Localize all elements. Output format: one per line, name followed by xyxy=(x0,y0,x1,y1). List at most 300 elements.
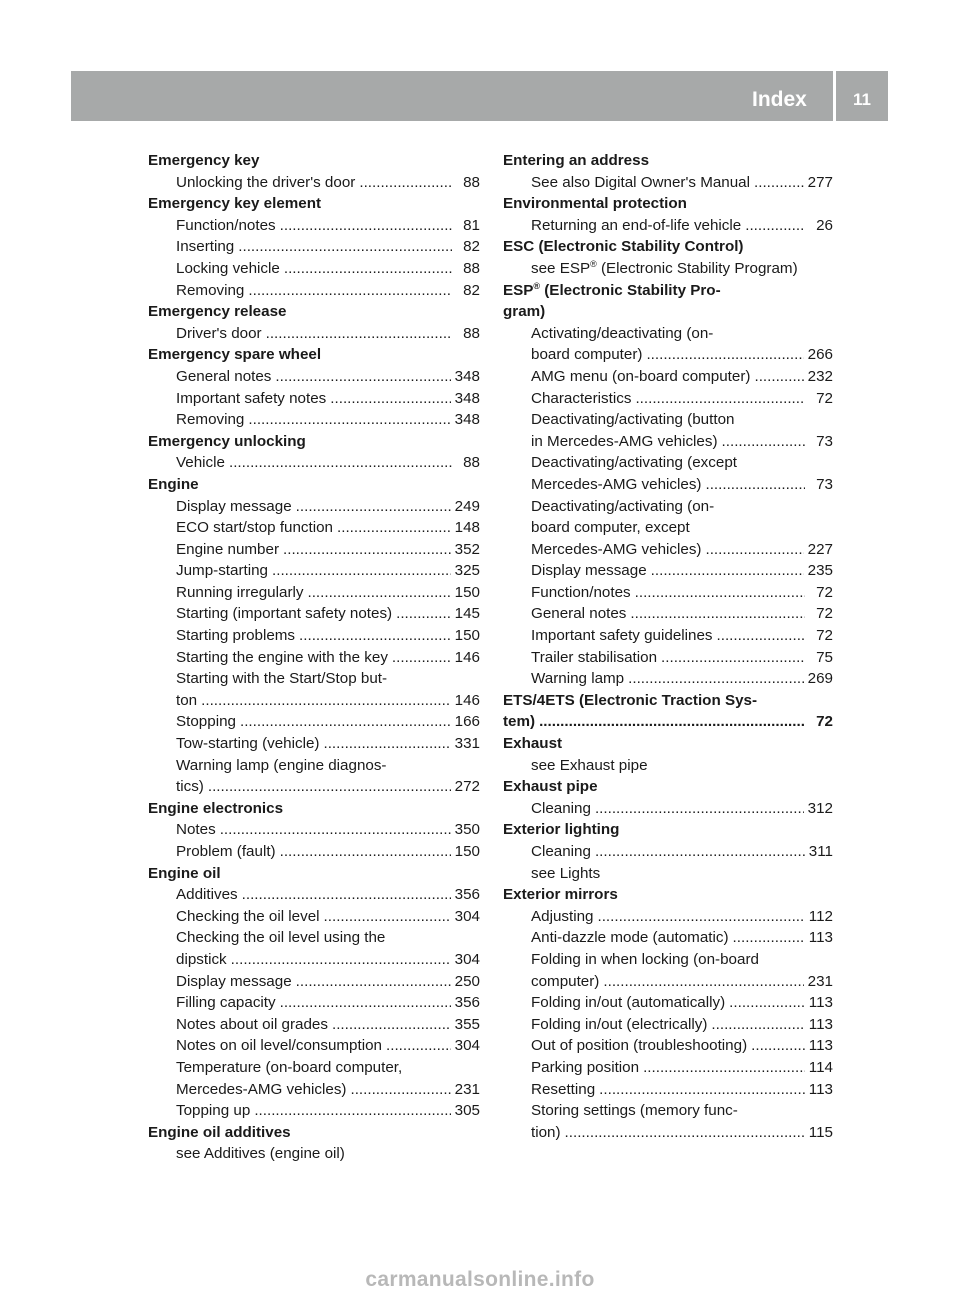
index-page-number: 115 xyxy=(808,1123,833,1141)
index-entry xyxy=(503,539,833,561)
index-heading xyxy=(503,690,833,712)
index-page-number: 72 xyxy=(816,389,833,407)
index-entry-label: Engine xyxy=(148,475,199,493)
index-subentry xyxy=(148,755,480,777)
dot-leader xyxy=(280,992,451,1014)
index-subentry xyxy=(503,517,833,539)
dot-leader xyxy=(337,517,451,539)
index-entry xyxy=(148,236,480,258)
index-entry-label: Cleaning xyxy=(531,799,591,817)
dot-leader xyxy=(323,733,450,755)
index-entry-label: Removing xyxy=(176,411,245,429)
dot-leader xyxy=(603,971,803,993)
index-entry-label: Activating/deactivating (on- xyxy=(531,324,714,342)
index-entry-label: Trailer stabilisation xyxy=(531,648,658,666)
index-entry-label: Notes xyxy=(176,821,216,839)
index-heading xyxy=(503,884,833,906)
index-page-number: 352 xyxy=(454,540,480,558)
index-page-number: 88 xyxy=(463,259,480,277)
index-column-right xyxy=(503,150,833,1143)
index-entry-label: Engine number xyxy=(176,540,280,558)
index-page-number: 146 xyxy=(454,648,480,666)
index-entry-label: Emergency key element xyxy=(148,195,322,213)
index-entry xyxy=(148,819,480,841)
index-entry-label: board computer) xyxy=(531,346,643,364)
index-entry-label: Folding in/out (electrically) xyxy=(531,1015,708,1033)
index-entry-label: Returning an end-of-life vehicle xyxy=(531,216,742,234)
index-entry-label: Cleaning xyxy=(531,843,591,860)
index-page-number: 88 xyxy=(463,454,480,472)
index-page-number: 113 xyxy=(808,1080,833,1098)
dot-leader xyxy=(208,776,451,798)
index-entry-label: Additives xyxy=(176,886,238,904)
dot-leader xyxy=(754,172,804,194)
index-entry xyxy=(148,172,480,194)
index-page-number: 277 xyxy=(807,173,833,191)
dot-leader xyxy=(284,258,452,280)
dot-leader xyxy=(705,474,805,496)
dot-leader xyxy=(711,1014,804,1036)
index-page-number: 235 xyxy=(807,562,833,580)
index-page-number: 82 xyxy=(463,281,480,299)
index-page-number: 350 xyxy=(454,821,480,839)
dot-leader xyxy=(248,409,450,431)
index-page-number: 348 xyxy=(454,367,480,385)
index-entry xyxy=(148,1035,480,1057)
index-page-number: 331 xyxy=(454,735,480,753)
index-entry xyxy=(503,603,833,625)
index-entry xyxy=(148,1079,480,1101)
dot-leader xyxy=(283,539,451,561)
dot-leader xyxy=(717,625,805,647)
index-entry-label: AMG menu (on-board computer) xyxy=(531,367,751,385)
dot-leader xyxy=(643,1057,805,1079)
dot-leader xyxy=(751,1035,805,1057)
index-entry-label: Warning lamp xyxy=(531,670,625,688)
dot-leader xyxy=(307,582,450,604)
index-heading xyxy=(148,431,480,453)
index-heading xyxy=(503,193,833,215)
index-entry-label: Notes about oil grades xyxy=(176,1015,328,1033)
index-entry xyxy=(503,1079,833,1101)
index-entry-label: Tow-starting (vehicle) xyxy=(176,735,320,753)
index-heading xyxy=(148,193,480,215)
index-entry-label: Exhaust xyxy=(503,735,563,753)
index-entry xyxy=(148,323,480,345)
index-entry xyxy=(148,625,480,647)
index-heading xyxy=(503,733,833,755)
index-entry-label: Important safety guidelines xyxy=(531,627,713,645)
dot-leader xyxy=(651,560,804,582)
index-entry-label: Environmental protection xyxy=(503,195,687,213)
index-entry-label: tics) xyxy=(176,778,204,796)
index-entry xyxy=(503,625,833,647)
index-entry-label: See also Digital Owner's Manual xyxy=(531,173,751,191)
index-entry xyxy=(503,647,833,669)
index-entry xyxy=(148,971,480,993)
dot-leader xyxy=(296,496,451,518)
dot-leader xyxy=(635,388,805,410)
dot-leader xyxy=(396,603,451,625)
index-entry-label: Starting (important safety notes) xyxy=(176,605,393,623)
index-entry-label: Entering an address xyxy=(503,152,650,169)
index-page-number: 325 xyxy=(454,562,480,580)
dot-leader xyxy=(229,452,452,474)
index-entry-label: Adjusting xyxy=(531,907,594,925)
dot-leader xyxy=(630,603,805,625)
index-entry xyxy=(148,992,480,1014)
index-entry-label: see Exhaust pipe xyxy=(531,756,648,774)
index-entry-label: Vehicle xyxy=(176,454,225,472)
index-page-number: 231 xyxy=(807,972,833,990)
index-entry xyxy=(503,798,833,820)
index-entry xyxy=(148,258,480,280)
index-entry xyxy=(148,409,480,431)
index-page-number: 114 xyxy=(808,1058,833,1076)
index-entry xyxy=(148,949,480,971)
index-page-number: 355 xyxy=(454,1015,480,1033)
index-page-number: 304 xyxy=(454,950,480,968)
index-heading xyxy=(503,776,833,798)
dot-leader xyxy=(248,280,452,302)
dot-leader xyxy=(595,798,804,820)
index-entry-label: Folding in when locking (on-board xyxy=(531,950,759,968)
index-page-number: 82 xyxy=(463,238,480,256)
index-entry-label: see Additives (engine oil) xyxy=(176,1145,345,1163)
header-divider xyxy=(833,71,836,121)
index-entry-label: General notes xyxy=(176,367,272,385)
index-entry-label: Out of position (troubleshooting) xyxy=(531,1037,748,1055)
index-entry-label: gram) xyxy=(503,303,546,321)
index-subentry xyxy=(503,452,833,474)
index-entry-label: Engine electronics xyxy=(148,799,284,817)
index-entry-label: Mercedes-AMG vehicles) xyxy=(176,1080,347,1098)
dot-leader xyxy=(359,172,452,194)
index-entry-label: Filling capacity xyxy=(176,994,276,1012)
index-entry-label: Function/notes xyxy=(531,583,631,601)
index-entry-label: see Lights xyxy=(531,864,601,882)
index-entry-label: Exterior mirrors xyxy=(503,886,618,904)
index-entry xyxy=(148,560,480,582)
index-entry-label: Engine oil xyxy=(148,864,221,882)
dot-leader xyxy=(646,344,803,366)
index-entry-label: ESP® (Electronic Stability Pro- xyxy=(503,280,721,299)
dot-leader xyxy=(599,1079,805,1101)
index-entry-label: Characteristics xyxy=(531,389,632,407)
dot-leader xyxy=(254,1100,450,1122)
index-page-number: 73 xyxy=(816,432,833,450)
dot-leader xyxy=(242,884,451,906)
section-title: Index xyxy=(752,88,807,111)
index-entry xyxy=(503,841,833,863)
index-entry xyxy=(503,474,833,496)
index-entry xyxy=(503,971,833,993)
index-page-number: 249 xyxy=(454,497,480,515)
index-entry xyxy=(503,215,833,237)
index-entry-label: Exhaust pipe xyxy=(503,778,598,796)
index-page-number: 356 xyxy=(454,886,480,904)
index-page-number: 166 xyxy=(454,713,480,731)
index-entry-label: in Mercedes-AMG vehicles) xyxy=(531,432,718,450)
index-entry-label: Function/notes xyxy=(176,216,276,234)
index-entry-label: Jump-starting xyxy=(176,562,269,580)
index-entry-label: Notes on oil level/consumption xyxy=(176,1037,382,1055)
index-page-number: 113 xyxy=(808,1015,833,1033)
index-page-number: 72 xyxy=(816,583,833,601)
index-entry-label: Emergency unlocking xyxy=(148,432,306,450)
dot-leader xyxy=(595,841,805,863)
dot-leader xyxy=(231,949,451,971)
dot-leader xyxy=(280,215,452,237)
index-page-number: 72 xyxy=(816,627,833,645)
index-page-number: 304 xyxy=(454,907,480,925)
index-entry xyxy=(503,1057,833,1079)
index-page-number: 72 xyxy=(816,713,833,731)
dot-leader xyxy=(299,625,451,647)
index-entry xyxy=(503,388,833,410)
dot-leader xyxy=(280,841,451,863)
index-entry-label: Display message xyxy=(176,497,292,515)
dot-leader xyxy=(392,647,451,669)
index-page-number: 146 xyxy=(454,691,480,709)
index-subentry xyxy=(148,1143,480,1165)
index-entry-label: Engine oil additives xyxy=(148,1123,291,1141)
index-entry-label: ETS/4ETS (Electronic Traction Sys- xyxy=(503,691,758,709)
index-page-number: 305 xyxy=(454,1102,480,1120)
dot-leader xyxy=(240,711,451,733)
index-entry-label: Deactivating/activating (button xyxy=(531,411,735,429)
index-entry-label: ESC (Electronic Stability Control) xyxy=(503,238,744,256)
index-entry-label: Checking the oil level using the xyxy=(176,929,386,947)
index-entry-label: Deactivating/activating (except xyxy=(531,454,737,472)
index-entry-label: Problem (fault) xyxy=(176,843,276,860)
index-entry-label: Deactivating/activating (on- xyxy=(531,497,715,515)
index-entry-label: tion) xyxy=(531,1123,561,1141)
dot-leader xyxy=(597,906,804,928)
index-entry-label: General notes xyxy=(531,605,627,623)
index-entry xyxy=(503,992,833,1014)
dot-leader xyxy=(661,647,805,669)
index-entry-label: Removing xyxy=(176,281,245,299)
index-page-number: 113 xyxy=(808,994,833,1012)
index-entry-label: Mercedes-AMG vehicles) xyxy=(531,475,702,493)
index-entry xyxy=(148,603,480,625)
index-entry-label: Stopping xyxy=(176,713,236,731)
index-subentry xyxy=(503,755,833,777)
index-entry-label: Locking vehicle xyxy=(176,259,280,277)
dot-leader xyxy=(386,1035,451,1057)
index-entry xyxy=(503,1122,833,1144)
index-page-number: 250 xyxy=(454,972,480,990)
index-entry-label: Emergency key xyxy=(148,152,260,169)
index-page-number: 232 xyxy=(807,367,833,385)
index-page-number: 88 xyxy=(463,173,480,191)
index-entry xyxy=(148,841,480,863)
index-heading xyxy=(148,474,480,496)
index-entry xyxy=(503,1035,833,1057)
dot-leader xyxy=(332,1014,451,1036)
index-subentry xyxy=(503,258,833,280)
index-page-number: 72 xyxy=(816,605,833,623)
index-entry-label: Running irregularly xyxy=(176,583,304,601)
page-number: 11 xyxy=(853,90,871,109)
index-page-number: 145 xyxy=(454,605,480,623)
dot-leader xyxy=(733,927,805,949)
index-entry xyxy=(503,431,833,453)
index-page-number: 304 xyxy=(454,1037,480,1055)
index-entry xyxy=(148,711,480,733)
index-entry-label: Topping up xyxy=(176,1102,251,1120)
index-entry-label: Display message xyxy=(176,972,292,990)
index-entry-label: ECO start/stop function xyxy=(176,519,334,537)
index-page-number: 75 xyxy=(816,648,833,666)
index-page-number: 88 xyxy=(463,324,480,342)
index-entry xyxy=(148,452,480,474)
index-entry-label: board computer, except xyxy=(531,519,690,537)
index-page-number: 150 xyxy=(454,583,480,601)
index-page-number: 348 xyxy=(454,411,480,429)
index-entry-label: Starting the engine with the key xyxy=(176,648,388,666)
index-entry xyxy=(503,927,833,949)
index-page-number: 348 xyxy=(454,389,480,407)
index-heading xyxy=(148,344,480,366)
index-page-number: 148 xyxy=(454,519,480,537)
dot-leader xyxy=(628,668,804,690)
dot-leader xyxy=(275,366,450,388)
dot-leader xyxy=(745,215,805,237)
dot-leader xyxy=(565,1122,805,1144)
index-entry xyxy=(503,560,833,582)
index-subentry xyxy=(148,927,480,949)
dot-leader xyxy=(266,323,452,345)
index-entry xyxy=(503,344,833,366)
index-entry-label: Inserting xyxy=(176,238,235,256)
index-entry-label: Parking position xyxy=(531,1058,640,1076)
index-entry-label: Driver's door xyxy=(176,324,262,342)
index-entry-label: Exterior lighting xyxy=(503,821,620,839)
index-subentry xyxy=(503,863,833,885)
index-entry-label: Warning lamp (engine diagnos- xyxy=(176,756,387,774)
index-subentry xyxy=(148,1057,480,1079)
index-subentry xyxy=(503,949,833,971)
index-entry-label: Emergency spare wheel xyxy=(148,346,322,364)
index-entry xyxy=(503,1014,833,1036)
index-entry-label: Resetting xyxy=(531,1080,596,1098)
dot-leader xyxy=(722,431,805,453)
index-entry-label: Unlocking the driver's door xyxy=(176,173,356,191)
index-entry-label: Important safety notes xyxy=(176,389,327,407)
index-entry xyxy=(503,668,833,690)
index-page-number: 312 xyxy=(807,799,833,817)
dot-leader xyxy=(272,560,451,582)
index-entry xyxy=(148,733,480,755)
dot-leader xyxy=(539,711,805,733)
index-entry xyxy=(148,884,480,906)
dot-leader xyxy=(220,819,451,841)
index-page-number: 227 xyxy=(807,540,833,558)
index-entry-label: computer) xyxy=(531,972,600,990)
index-heading xyxy=(148,150,480,172)
dot-leader xyxy=(330,388,450,410)
index-heading xyxy=(148,301,480,323)
index-entry-label: Checking the oil level xyxy=(176,907,320,925)
index-entry xyxy=(148,366,480,388)
index-heading xyxy=(503,280,833,302)
index-page-number: 231 xyxy=(454,1080,480,1098)
index-entry-label: tem) xyxy=(503,713,536,731)
index-entry-label: Starting problems xyxy=(176,627,296,645)
index-heading xyxy=(148,1122,480,1144)
index-entry-label: Anti-dazzle mode (automatic) xyxy=(531,929,729,947)
index-heading xyxy=(503,301,833,323)
index-entry xyxy=(503,366,833,388)
index-page-number: 113 xyxy=(808,929,833,947)
index-page-number: 81 xyxy=(463,216,480,234)
index-entry xyxy=(503,582,833,604)
index-page-number: 150 xyxy=(454,627,480,645)
index-entry xyxy=(148,388,480,410)
index-page-number: 272 xyxy=(454,778,480,796)
index-entry xyxy=(148,1014,480,1036)
index-entry xyxy=(148,280,480,302)
index-entry-label: see ESP® (Electronic Stability Program) xyxy=(531,258,798,277)
index-heading xyxy=(503,711,833,733)
index-entry xyxy=(148,690,480,712)
index-subentry xyxy=(503,323,833,345)
index-entry-label: Mercedes-AMG vehicles) xyxy=(531,540,702,558)
index-entry-label: Folding in/out (automatically) xyxy=(531,994,726,1012)
index-entry-label: dipstick xyxy=(176,950,227,968)
index-entry xyxy=(148,215,480,237)
index-entry-label: Starting with the Start/Stop but- xyxy=(176,670,388,688)
index-subentry xyxy=(148,668,480,690)
dot-leader xyxy=(635,582,805,604)
index-page-number: 266 xyxy=(807,346,833,364)
dot-leader xyxy=(729,992,805,1014)
index-entry xyxy=(503,906,833,928)
dot-leader xyxy=(296,971,451,993)
index-heading xyxy=(148,798,480,820)
dot-leader xyxy=(324,906,451,928)
watermark: carmanualsonline.info xyxy=(365,1268,595,1291)
index-subentry xyxy=(503,496,833,518)
index-entry xyxy=(148,647,480,669)
index-entry xyxy=(148,496,480,518)
index-subentry xyxy=(503,409,833,431)
index-heading xyxy=(503,150,833,172)
index-entry xyxy=(503,172,833,194)
index-page-number: 112 xyxy=(808,907,833,925)
index-entry-label: Temperature (on-board computer, xyxy=(176,1058,403,1076)
index-entry xyxy=(148,776,480,798)
index-subentry xyxy=(503,1100,833,1122)
index-entry-label: Storing settings (memory func- xyxy=(531,1102,738,1120)
index-heading xyxy=(148,863,480,885)
index-page-number: 269 xyxy=(807,670,833,688)
dot-leader xyxy=(238,236,452,258)
index-column-left xyxy=(148,150,480,1165)
index-entry xyxy=(148,1100,480,1122)
dot-leader xyxy=(705,539,803,561)
index-entry-label: Emergency release xyxy=(148,303,287,321)
index-entry-label: Display message xyxy=(531,562,647,580)
index-entry xyxy=(148,582,480,604)
index-entry-label: ton xyxy=(176,691,198,709)
dot-leader xyxy=(754,366,803,388)
index-heading xyxy=(503,236,833,258)
index-page-number: 73 xyxy=(816,475,833,493)
index-page-number: 113 xyxy=(808,1037,833,1055)
